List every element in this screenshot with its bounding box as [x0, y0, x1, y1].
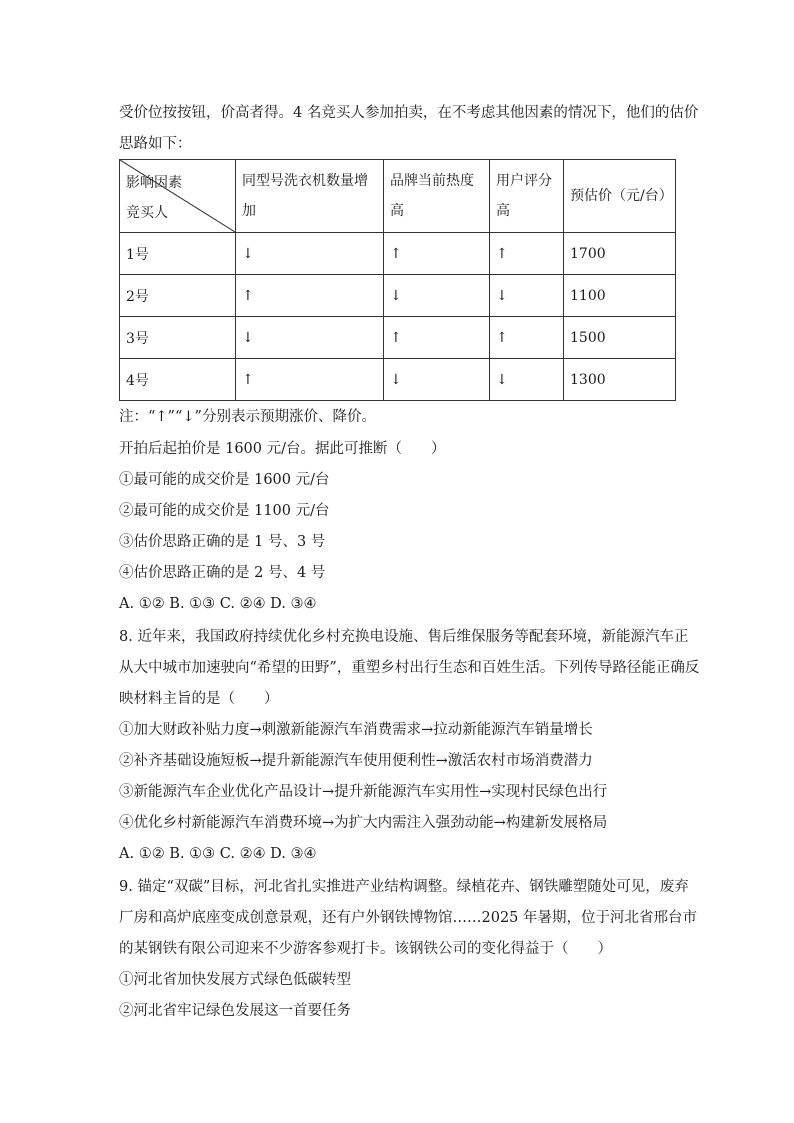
trend-cell: ↓ — [236, 233, 384, 275]
trend-cell: ↓ — [384, 359, 490, 401]
price-cell: 1100 — [564, 275, 676, 317]
trend-cell: ↓ — [236, 317, 384, 359]
q8-stem-line-2: 从大中城市加速驶向“希望的田野”，重塑乡村出行生态和百姓生活。下列传导路径能正确反 — [119, 660, 700, 676]
q7-option-2: ②最可能的成交价是 1100 元/台 — [119, 503, 330, 519]
header-text: 品牌当前热度 — [390, 173, 474, 189]
header-cell-brand — [384, 160, 490, 233]
header-text: 高 — [496, 203, 510, 219]
header-text: 高 — [390, 203, 404, 219]
q8-choices: A. ①② B. ①③ C. ②④ D. ③④ — [119, 846, 317, 862]
corner-bidder-label: 竞买人 — [126, 205, 168, 221]
trend-cell: ↑ — [236, 359, 384, 401]
q7-choices: A. ①② B. ①③ C. ②④ D. ③④ — [119, 596, 317, 612]
bidder-cell: 3号 — [120, 317, 236, 359]
table-row — [120, 275, 676, 317]
table-row — [120, 359, 676, 401]
header-cell-price — [564, 160, 676, 233]
price-cell: 1500 — [564, 317, 676, 359]
header-text: 预估价（元/台） — [570, 188, 673, 204]
q8-option-1: ①加大财政补贴力度→刺激新能源汽车消费需求→拉动新能源汽车销量增长 — [119, 722, 593, 738]
table-header-row — [120, 160, 676, 233]
q9-option-2: ②河北省牢记绿色发展这一首要任务 — [119, 1003, 351, 1019]
header-text: 加 — [242, 203, 256, 219]
price-cell: 1700 — [564, 233, 676, 275]
trend-cell: ↑ — [236, 275, 384, 317]
header-text: 用户评分 — [496, 173, 552, 189]
q8-option-4: ④优化乡村新能源汽车消费环境→为扩大内需注入强劲动能→构建新发展格局 — [119, 815, 608, 831]
corner-header-cell — [120, 160, 236, 233]
trend-cell: ↑ — [384, 317, 490, 359]
table-note: 注：“↑”“↓”分别表示预期涨价、降价。 — [119, 409, 376, 425]
trend-cell: ↑ — [490, 317, 564, 359]
trend-cell: ↓ — [384, 275, 490, 317]
bidder-cell: 2号 — [120, 275, 236, 317]
q8-stem-line-1: 8. 近年来，我国政府持续优化乡村充换电设施、售后维保服务等配套环境，新能源汽车正 — [119, 629, 689, 645]
intro-line-1: 受价位按按钮，价高者得。4 名竞买人参加拍卖，在不考虑其他因素的情况下，他们的估价 — [119, 105, 699, 121]
header-text: 同型号洗衣机数量增 — [242, 173, 368, 189]
q7-stem: 开拍后起拍价是 1600 元/台。据此可推断（ ） — [119, 441, 446, 457]
trend-cell: ↑ — [384, 233, 490, 275]
header-cell-rating — [490, 160, 564, 233]
q8-option-3: ③新能源汽车企业优化产品设计→提升新能源汽车实用性→实现村民绿色出行 — [119, 784, 608, 800]
q7-option-1: ①最可能的成交价是 1600 元/台 — [119, 472, 330, 488]
corner-factor-label: 影响因素 — [126, 175, 182, 191]
q9-stem-line-2: 厂房和高炉底座变成创意景观，还有户外钢铁博物馆……2025 年暑期，位于河北省邢台市 — [119, 910, 698, 926]
trend-cell: ↓ — [490, 359, 564, 401]
q9-stem-line-3: 的某钢铁有限公司迎来不少游客参观打卡。该钢铁公司的变化得益于（ ） — [119, 941, 612, 957]
q9-option-1: ①河北省加快发展方式绿色低碳转型 — [119, 972, 351, 988]
trend-cell: ↑ — [490, 233, 564, 275]
header-cell-supply — [236, 160, 384, 233]
q8-option-2: ②补齐基础设施短板→提升新能源汽车使用便利性→激活农村市场消费潜力 — [119, 753, 593, 769]
table-row — [120, 233, 676, 275]
bidder-cell: 1号 — [120, 233, 236, 275]
trend-cell: ↓ — [490, 275, 564, 317]
intro-line-2: 思路如下： — [119, 136, 192, 152]
bidder-cell: 4号 — [120, 359, 236, 401]
q8-stem-line-3: 映材料主旨的是（ ） — [119, 691, 279, 707]
q9-stem-line-1: 9. 锚定“双碳”目标，河北省扎实推进产业结构调整。绿植花卉、钢铁雕塑随处可见，废弃 — [119, 879, 689, 895]
bidder-estimate-table — [119, 159, 676, 401]
q7-option-3: ③估价思路正确的是 1 号、3 号 — [119, 534, 326, 550]
table-row — [120, 317, 676, 359]
price-cell: 1300 — [564, 359, 676, 401]
q7-option-4: ④估价思路正确的是 2 号、4 号 — [119, 565, 326, 581]
